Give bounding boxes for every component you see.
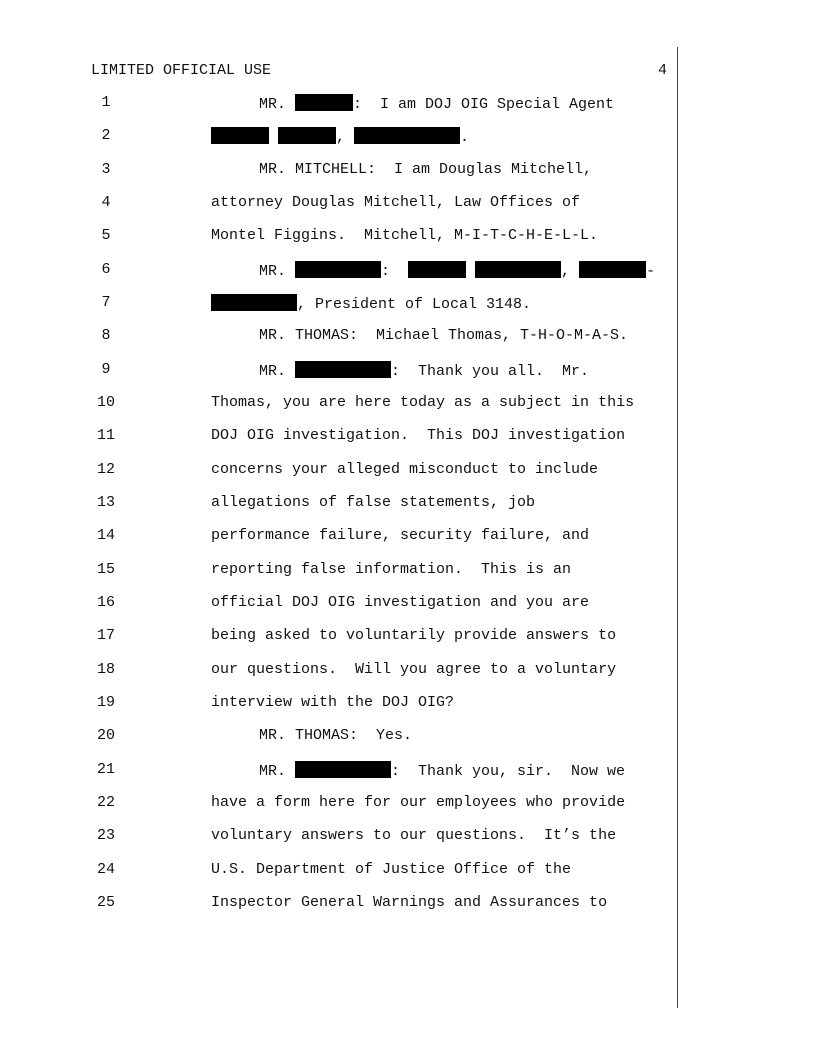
line-number: 12 — [96, 461, 115, 478]
line-text: MR. THOMAS: Michael Thomas, T-H-O-M-A-S. — [259, 327, 629, 344]
line-number: 23 — [96, 827, 115, 844]
line-number: 16 — [96, 594, 115, 611]
transcript-line — [0, 227, 680, 247]
line-text: MR. : , - — [259, 263, 656, 280]
redaction — [295, 761, 391, 778]
line-number: 21 — [96, 761, 115, 778]
redaction — [579, 261, 646, 278]
classification-header: LIMITED OFFICIAL USE — [91, 62, 272, 79]
transcript-line — [0, 594, 680, 614]
transcript-line — [0, 761, 680, 781]
line-number: 11 — [96, 427, 115, 444]
transcript-line — [0, 661, 680, 681]
line-number: 1 — [101, 94, 111, 111]
transcript-line — [0, 427, 680, 447]
redaction — [475, 261, 561, 278]
line-text: reporting false information. This is an — [211, 561, 572, 578]
line-text: MR. THOMAS: Yes. — [259, 727, 413, 744]
line-number: 8 — [101, 327, 111, 344]
line-text: concerns your alleged misconduct to include — [211, 461, 599, 478]
line-text: allegations of false statements, job — [211, 494, 536, 511]
redaction — [295, 261, 381, 278]
line-number: 3 — [101, 161, 111, 178]
transcript-line — [0, 294, 680, 314]
line-number: 14 — [96, 527, 115, 544]
line-text: DOJ OIG investigation. This DOJ investigation — [211, 427, 626, 444]
transcript-line — [0, 627, 680, 647]
line-number: 4 — [101, 194, 111, 211]
transcript-line — [0, 561, 680, 581]
line-number: 9 — [101, 361, 111, 378]
transcript-line — [0, 794, 680, 814]
line-text: MR. MITCHELL: I am Douglas Mitchell, — [259, 161, 593, 178]
line-text: U.S. Department of Justice Office of the — [211, 861, 572, 878]
line-text: MR. : I am DOJ OIG Special Agent — [259, 96, 615, 113]
page-number: 4 — [658, 62, 668, 79]
line-number: 2 — [101, 127, 111, 144]
redaction — [295, 361, 391, 378]
redaction — [295, 94, 353, 111]
line-number: 24 — [96, 861, 115, 878]
transcript-line — [0, 461, 680, 481]
redaction — [211, 294, 297, 311]
line-text: official DOJ OIG investigation and you are — [211, 594, 590, 611]
transcript-line — [0, 361, 680, 381]
line-text: attorney Douglas Mitchell, Law Offices of — [211, 194, 581, 211]
line-number: 19 — [96, 694, 115, 711]
transcript-line — [0, 694, 680, 714]
line-text: our questions. Will you agree to a voluntary — [211, 661, 617, 678]
line-number: 18 — [96, 661, 115, 678]
redaction — [408, 261, 466, 278]
line-text: interview with the DOJ OIG? — [211, 694, 455, 711]
redaction — [278, 127, 336, 144]
transcript-line — [0, 127, 680, 147]
line-text: Montel Figgins. Mitchell, M-I-T-C-H-E-L-L. — [211, 227, 599, 244]
line-number: 17 — [96, 627, 115, 644]
line-number: 15 — [96, 561, 115, 578]
line-number: 13 — [96, 494, 115, 511]
line-text: , . — [211, 127, 469, 146]
line-text: being asked to voluntarily provide answers to — [211, 627, 617, 644]
redaction — [354, 127, 460, 144]
line-text: , President of Local 3148. — [211, 294, 531, 313]
transcript-line — [0, 94, 680, 114]
transcript-line — [0, 894, 680, 914]
line-text: MR. : Thank you, sir. Now we — [259, 763, 626, 780]
line-text: voluntary answers to our questions. It’s the — [211, 827, 617, 844]
line-number: 7 — [101, 294, 111, 311]
line-number: 22 — [96, 794, 115, 811]
transcript-line — [0, 261, 680, 281]
transcript-line — [0, 161, 680, 181]
line-number: 10 — [96, 394, 115, 411]
transcript-line — [0, 861, 680, 881]
redaction — [211, 127, 269, 144]
line-text: performance failure, security failure, and — [211, 527, 590, 544]
transcript-line — [0, 327, 680, 347]
transcript-line — [0, 527, 680, 547]
line-text: Inspector General Warnings and Assurances to — [211, 894, 608, 911]
line-number: 5 — [101, 227, 111, 244]
line-number: 20 — [96, 727, 115, 744]
line-text: have a form here for our employees who provide — [211, 794, 626, 811]
line-text: MR. : Thank you all. Mr. — [259, 363, 590, 380]
transcript-line — [0, 494, 680, 514]
transcript-line — [0, 827, 680, 847]
line-number: 25 — [96, 894, 115, 911]
transcript-line — [0, 194, 680, 214]
transcript-line — [0, 394, 680, 414]
line-text: Thomas, you are here today as a subject in this — [211, 394, 635, 411]
line-number: 6 — [101, 261, 111, 278]
transcript-line — [0, 727, 680, 747]
